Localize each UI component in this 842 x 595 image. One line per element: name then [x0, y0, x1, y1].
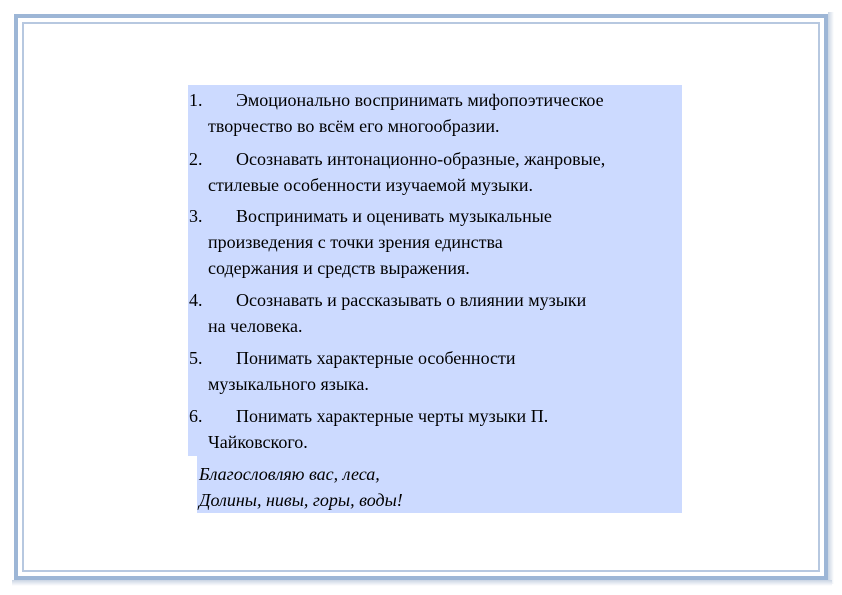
list-item-number: 3. — [189, 206, 203, 226]
list-item-text: Чайковского. — [208, 432, 308, 452]
quote-line-2: Долины, нивы, горы, воды! — [199, 490, 403, 510]
list-item-text: Понимать характерные особенности — [236, 348, 516, 368]
frame-shadow-bottom — [12, 580, 832, 586]
list-item-text: творчество во всём его многообразии. — [208, 116, 500, 136]
list-item-text: произведения с точки зрения единства — [208, 232, 503, 252]
list-item-number: 2. — [189, 149, 203, 169]
list-item-text: Понимать характерные черты музыки П. — [236, 406, 549, 426]
frame-shadow-right — [828, 12, 834, 584]
list-item-text: музыкального языка. — [208, 374, 369, 394]
quote-line-1: Благословляю вас, леса, — [199, 464, 380, 484]
list-item-text: Эмоционально воспринимать мифопоэтическое — [236, 90, 604, 110]
list-item-text: Осознавать интонационно-образные, жанровые, — [236, 149, 606, 169]
list-item-text: содержания и средств выражения. — [208, 258, 470, 278]
list-item-number: 5. — [189, 348, 203, 368]
list-item-text: Осознавать и рассказывать о влиянии музыки — [236, 290, 587, 310]
list-item-number: 1. — [189, 90, 203, 110]
list-item-text: Воспринимать и оценивать музыкальные — [236, 206, 552, 226]
list-item-text: на человека. — [208, 316, 303, 336]
list-item-text: стилевые особенности изучаемой музыки. — [208, 175, 533, 195]
list-item-number: 6. — [189, 406, 203, 426]
list-item-number: 4. — [189, 290, 203, 310]
